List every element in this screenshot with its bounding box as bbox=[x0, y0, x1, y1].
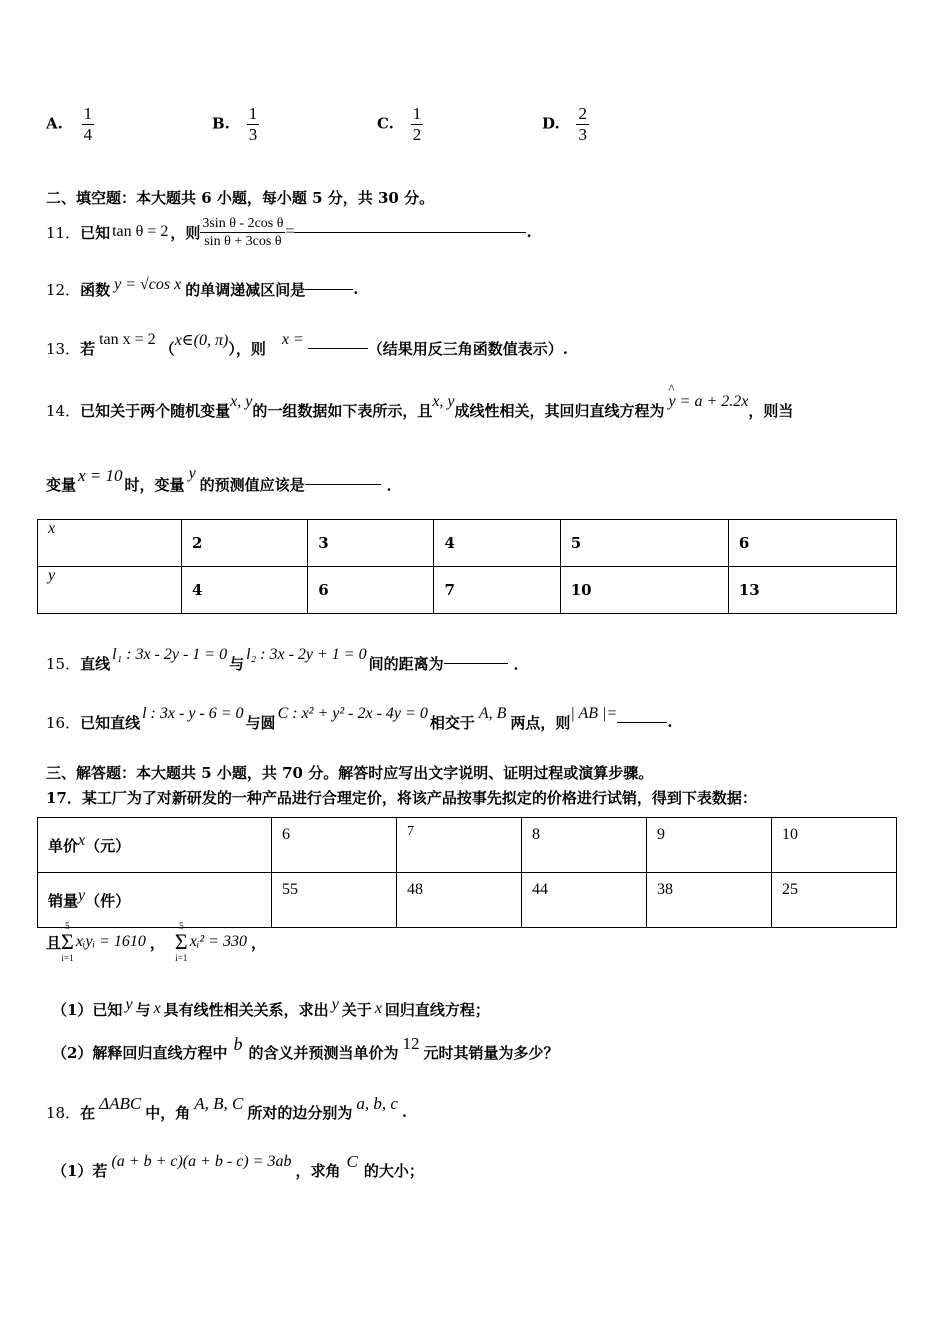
math-expression: tan θ = 2 bbox=[112, 223, 169, 240]
question-15: 15． 直线 l₁ : 3x - 2y - 1 = 0 与 l₂ : 3x - 2y + 1 = 0 间的距离为 ． bbox=[46, 646, 529, 673]
question-14: 14． 已知关于两个随机变量 x, y 的一组数据如下表所示，且 x, y 成线性相关，其回归直线方程为 ^ y = a + 2.2x ，则当 bbox=[46, 392, 793, 428]
question-13: 13． 若 tan x = 2 （ x∈(0, π) ），则 x = （结果用反三角函数值表示）. bbox=[46, 331, 568, 358]
section-heading: 三、解答题：本大题共 5 小题，共 70 分。解答时应写出文字说明、证明过程或演算步骤。 bbox=[46, 764, 654, 782]
table-row: x 2 3 4 5 6 bbox=[38, 520, 897, 567]
data-table-17 bbox=[37, 817, 897, 928]
question-11: 11． 已知 tan θ = 2 ，则 $\frac{\text{3sin θ - 2cos θ}}{\text{sin θ + 3cos θ}}$ = . bbox=[46, 215, 532, 249]
math-expression: l : 3x - y - 6 = 0 bbox=[142, 705, 244, 722]
fraction: $\frac{1}{2}$ bbox=[412, 104, 422, 144]
option-c: C. $\frac{1}{2}$ bbox=[377, 104, 422, 144]
table-row: 销量y（件） 55 48 44 38 25 bbox=[38, 873, 897, 928]
question-17: 17．某工厂为了对新研发的一种产品进行合理定价，将该产品按事先拟定的价格进行试销，得到下表数据： bbox=[46, 789, 757, 807]
question-18: 18． 在 ΔABC 中，角 A, B, C 所对的边分别为 a, b, c . bbox=[46, 1094, 408, 1122]
sigma-symbol: 5 Σ i=1 bbox=[61, 921, 74, 963]
regression-equation: ^ y = a + 2.2x bbox=[669, 393, 749, 411]
answer-blank[interactable] bbox=[294, 231, 526, 233]
answer-blank[interactable] bbox=[444, 662, 508, 664]
answer-blank[interactable] bbox=[617, 721, 667, 723]
math-expression: x∈(0, π) bbox=[174, 332, 229, 349]
section-heading: 二、填空题：本大题共 6 小题，每小题 5 分，共 30 分。 bbox=[46, 189, 435, 207]
answer-blank[interactable] bbox=[305, 483, 381, 485]
math-expression: xᵢyᵢ = 1610 bbox=[75, 933, 146, 950]
fraction: $\frac{\text{3sin θ - 2cos θ}}{\text{sin θ + 3cos θ}}$ bbox=[202, 215, 284, 249]
answer-blank[interactable] bbox=[305, 288, 353, 290]
question-12: 12． 函数 y = √cos x 的单调递减区间是 . bbox=[46, 276, 359, 299]
math-expression: y = √cos x bbox=[114, 276, 182, 293]
option-b: B. $\frac{1}{3}$ bbox=[212, 104, 258, 144]
q17-given-sums: 且 5 Σ i=1 xᵢyᵢ = 1610 ， 5 Σ i=1 xᵢ² = 330 ， bbox=[46, 921, 266, 963]
math-expression: l₁ : 3x - 2y - 1 = 0 bbox=[112, 646, 228, 663]
math-expression: (a + b + c)(a + b - c) = 3ab bbox=[111, 1153, 292, 1170]
data-table-14 bbox=[37, 519, 897, 614]
math-expression: C : x² + y² - 2x - 4y = 0 bbox=[277, 705, 428, 722]
fraction: $\frac{1}{3}$ bbox=[248, 104, 258, 144]
option-a: A. $\frac{1}{4}$ bbox=[46, 104, 93, 144]
math-expression: l₂ : 3x - 2y + 1 = 0 bbox=[246, 646, 367, 663]
math-expression: xᵢ² = 330 bbox=[189, 933, 247, 950]
answer-blank[interactable] bbox=[308, 347, 368, 349]
option-d: D. $\frac{2}{3}$ bbox=[542, 104, 587, 144]
q17-part-1: （1）已知 y 与 x 具有线性相关关系，求出 y 关于 x 回归直线方程； bbox=[52, 996, 490, 1019]
fraction: $\frac{2}{3}$ bbox=[578, 104, 587, 144]
q17-part-2: （2）解释回归直线方程中 b 的含义并预测当单价为 12 元时其销量为多少？ bbox=[52, 1033, 559, 1062]
math-expression: tan x = 2 bbox=[99, 331, 156, 348]
sigma-symbol: 5 Σ i=1 bbox=[174, 921, 188, 963]
fraction: $\frac{1}{4}$ bbox=[83, 104, 93, 144]
question-14-cont: 变量 x = 10 时，变量 y 的预测值应该是 ． bbox=[46, 465, 402, 494]
table-row: 单价x（元） 6 7 8 9 10 bbox=[38, 818, 897, 873]
question-16: 16． 已知直线 l : 3x - y - 6 = 0 与圆 C : x² + y² - 2x - 4y = 0 相交于 A, B 两点，则 | AB |= . bbox=[46, 705, 673, 732]
table-row: y 4 6 7 10 13 bbox=[38, 567, 897, 614]
q18-part-1: （1）若 (a + b + c)(a + b - c) = 3ab ，求角 C 的大小； bbox=[52, 1152, 424, 1180]
